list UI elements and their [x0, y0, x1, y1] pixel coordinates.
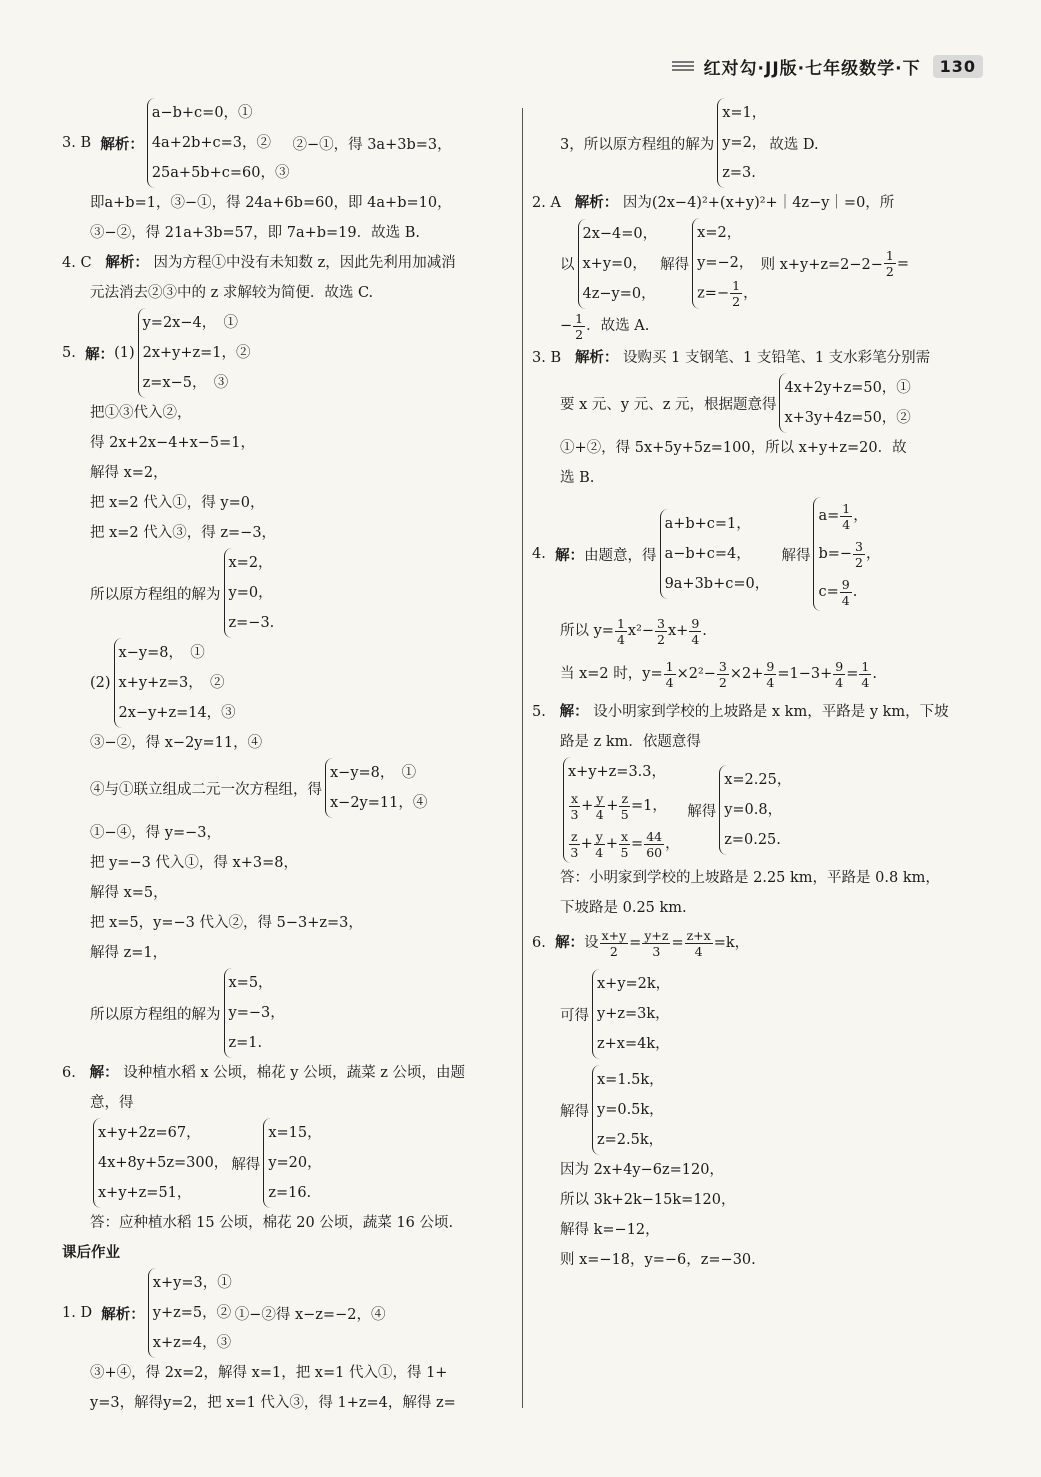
right-column: 3，所以原方程组的解为 x=1， y=2， z=3. 故选 D. 2. A 解析： 因为(2x−4)²+(x+y)²+｜4z−y｜=0，所 以 2x−4=0， x+y=0， 4z−y=0， 解得 x=2， y=−2， z=− $\frac{1}{2}$ ， 则 x+y+z=2−2− $\frac{1}{2}$ = − $\frac{1}{2}$ ．故选 A. 3. B 解析： 设购买 1 支钢笔、1 支铅笔、1 支水彩笔分别需 要 x 元、y 元、z 元，根据题意得 4x+2y+z=50，① x+3y+4z=50，② ①+②，得 5x+5y+5z=100，所以 x+y+z=20．故 选 B. 4. 解： 由题意，得 a+b+c=1， a−b+c=4， 9a+3b+c=0， 解得 a= $\frac{1}{4}$ ， b=− $\frac{3}{2}$ ， c= $\frac{9}{4}$ . 所以 y= $\frac{1}{4}$ x²− $\frac{3}{2}$ x+ $\frac{9}{4}$ . 当 x=2 时，y= $\frac{1}{4}$ ×2²− $\frac{3}{2}$ ×2+ $\frac{9}{4}$ =1−3+ $\frac{9}{4}$ = $\frac{1}{4}$ . 5. 解： 设小明家到学校的上坡路是 x km，平路是 y km，下坡 路是 z km．依题意得 x+y+z=3.3， $\frac{x}{3}$ + $\frac{y}{4}$ + $\frac{z}{5}$ =1， $\frac{z}{3}$ + $\frac{y}{4}$ + $\frac{x}{5}$ = $\frac{44}{60}$ ， 解得 x=2.25， y=0.8， z=0.25. 答：小明家到学校的上坡路是 2.25 km，平路是 0.8 km， 下坡路是 0.25 km. 6. 解： 设 $\frac{x+y}{2}$ = $\frac{y+z}{3}$ = $\frac{z+x}{4}$ =k， 可得 x+y=2k， y+z=3k， z+x=4k， 解得 x=1.5k， y=0.5k， z=2.5k， 因为 2x+4y−6z=120， 所以 3k+2k−15k=120， 解得 k=−12， 则 x=−18，y=−6，z=−30.	[532, 98, 987, 1275]
hw6-row: 6. 解： 设 $\frac{x+y}{2}$ = $\frac{y+z}{3}$ = $\frac{z+x}{4}$ =k，	[532, 927, 750, 959]
combine-row: ④与①联立组成二元一次方程组，得 x−y=8， ① x−2y=11，④	[62, 758, 517, 818]
solution-row: 所以原方程组的解为 x=5， y=−3， z=1.	[62, 968, 517, 1058]
equation-system: 2x−4=0， x+y=0， 4z−y=0，	[578, 219, 658, 309]
equation-system: x+y+z=3.3， $\frac{x}{3}$ + $\frac{y}{4}$ + $\frac{z}{5}$ =1， $\frac{z}{3}$ + $\frac{y}{4}$ + $\frac{x}{5}$ = $\frac{44}{60}$ ，	[563, 757, 680, 863]
equation-system: x+y=2k， y+z=3k， z+x=4k，	[592, 969, 670, 1059]
hw4-when: 当 x=2 时，y= $\frac{1}{4}$ ×2²− $\frac{3}{2}$ ×2+ $\frac{9}{4}$ =1−3+ $\frac{9}{4}$ = $\frac{1}{4}$ .	[560, 658, 877, 690]
header-lines-icon	[672, 61, 694, 71]
homework-heading: 课后作业	[62, 1245, 120, 1261]
solution-system: x=1， y=2， z=3.	[717, 98, 766, 188]
equation-system: a+b+c=1， a−b+c=4， 9a+3b+c=0，	[660, 509, 770, 599]
q6-system: x+y+2z=67， 4x+8y+5z=300， x+y+z=51， 解得 x=15， y=20， z=16.	[62, 1118, 517, 1208]
q6-line: 6. 解： 设种植水稻 x 公顷，棉花 y 公顷，蔬菜 z 公顷，由题	[62, 1065, 465, 1081]
equation-system: x−y=8， ① x+y+z=3， ② 2x−y+z=14，③	[114, 638, 236, 728]
hw5-line: 5. 解： 设小明家到学校的上坡路是 x km，平路是 y km，下坡	[532, 704, 949, 720]
part2-row: (2) x−y=8， ① x+y+z=3， ② 2x−y+z=14，③	[62, 638, 517, 728]
analysis-label: 解析：	[100, 136, 144, 153]
hw2-end: − $\frac{1}{2}$ ．故选 A.	[560, 310, 650, 342]
equation-system: x+y+2z=67， 4x+8y+5z=300， x+y+z=51，	[93, 1118, 228, 1208]
solution-system: x=5， y=−3， z=1.	[224, 968, 285, 1058]
hw5-system: x+y+z=3.3， $\frac{x}{3}$ + $\frac{y}{4}$ + $\frac{z}{5}$ =1， $\frac{z}{3}$ + $\frac{y}{4}$ + $\frac{x}{5}$ = $\frac{44}{60}$ ， 解得 x=2.25， y=0.8， z=0.25.	[532, 757, 987, 863]
hw1-row: 1. D 解析： x+y=3，① y+z=5，② x+z=4，③ ①−②得 x−z=−2，④	[62, 1268, 517, 1358]
solution-system: a= $\frac{1}{4}$ ， b=− $\frac{3}{2}$ ， c= $\frac{9}{4}$ .	[813, 497, 880, 611]
solution-system: x=2， y=−2， z=− $\frac{1}{2}$ ，	[692, 218, 757, 309]
hw6-get: 可得 x+y=2k， y+z=3k， z+x=4k，	[532, 969, 987, 1059]
text-line: ③−②，得 21a+3b=57，即 7a+b=19．故选 B.	[90, 225, 420, 241]
page-header	[672, 52, 983, 80]
equation-system: a−b+c=0，① 4a+2b+c=3，② 25a+5b+c=60，③	[147, 98, 290, 188]
solution-system: x=15， y=20， z=16.	[263, 1118, 321, 1208]
hw1-cont: 3，所以原方程组的解为 x=1， y=2， z=3. 故选 D.	[532, 98, 987, 188]
hw3-system: 要 x 元、y 元、z 元，根据题意得 4x+2y+z=50，① x+3y+4z=50，②	[532, 373, 987, 433]
q4-line: 4. C 解析： 因为方程①中没有未知数 z，因此先利用加减消	[62, 255, 456, 271]
q5-row: 5. 解： (1) y=2x−4， ① 2x+y+z=1，② z=x−5， ③	[62, 308, 517, 398]
hw4-so: 所以 y= $\frac{1}{4}$ x²− $\frac{3}{2}$ x+ $\frac{9}{4}$ .	[560, 615, 707, 647]
column-divider	[522, 108, 523, 1408]
q3-row: 3. B 解析： a−b+c=0，① 4a+2b+c=3，② 25a+5b+c=60，③ ②−①，得 3a+3b=3，	[62, 98, 517, 188]
hw6-solve: 解得 x=1.5k， y=0.5k， z=2.5k，	[532, 1065, 987, 1155]
equation-system: y=2x−4， ① 2x+y+z=1，② z=x−5， ③	[138, 308, 251, 398]
solution-system: x=1.5k， y=0.5k， z=2.5k，	[592, 1065, 664, 1155]
header-title: 红对勾·JJ版·七年级数学·下	[703, 58, 921, 79]
equation-system: x−y=8， ① x−2y=11，④	[325, 758, 427, 818]
hw3-line: 3. B 解析： 设购买 1 支钢笔、1 支铅笔、1 支水彩笔分别需	[532, 350, 931, 366]
text-line: 即a+b=1，③−①，得 24a+6b=60，即 4a+b=10，	[90, 195, 452, 211]
question-number: 3. B	[62, 135, 92, 151]
text-line: 元法消去②③中的 z 求解较为简便．故选 C.	[90, 285, 374, 301]
equation-system: 4x+2y+z=50，① x+3y+4z=50，②	[779, 373, 910, 433]
hw2-system: 以 2x−4=0， x+y=0， 4z−y=0， 解得 x=2， y=−2， z=− $\frac{1}{2}$ ， 则 x+y+z=2−2− $\frac{1}{2}$ =	[532, 218, 987, 309]
fraction: $\frac{1}{2}$	[575, 310, 584, 342]
solution-row: 所以原方程组的解为 x=2， y=0， z=−3.	[62, 548, 517, 638]
hw4-row: 4. 解： 由题意，得 a+b+c=1， a−b+c=4， 9a+3b+c=0， 解得 a= $\frac{1}{4}$ ， b=− $\frac{3}{2}$ ， c= $\frac{9}{4}$ .	[532, 497, 987, 611]
left-column: 3. B 解析： a−b+c=0，① 4a+2b+c=3，② 25a+5b+c=60，③ ②−①，得 3a+3b=3， 即a+b=1，③−①，得 24a+6b=60，即 4a+b=10， ③−②，得 21a+3b=57，即 7a+b=19．故选 B. 4. C 解析： 因为方程①中没有未知数 z，因此先利用加减消 元法消去②③中的 z 求解较为简便．故选 C. 5. 解： (1) y=2x−4， ① 2x+y+z=1，② z=x−5， ③ 把①③代入②， 得 2x+2x−4+x−5=1， 解得 x=2， 把 x=2 代入①，得 y=0， 把 x=2 代入③，得 z=−3， 所以原方程组的解为 x=2， y=0， z=−3. (2) x−y=8， ① x+y+z=3， ② 2x−y+z=14，③ ③−②，得 x−2y=11，④ ④与①联立组成二元一次方程组，得 x−y=8， ① x−2y=11，④ ①−④，得 y=−3， 把 y=−3 代入①，得 x+3=8， 解得 x=5， 把 x=5，y=−3 代入②，得 5−3+z=3， 解得 z=1， 所以原方程组的解为 x=5， y=−3， z=1. 6. 解： 设种植水稻 x 公顷，棉花 y 公顷，蔬菜 z 公顷，由题 意，得 x+y+2z=67， 4x+8y+5z=300， x+y+z=51， 解得 x=15， y=20， z=16. 答：应种植水稻 15 公顷，棉花 20 公顷，蔬菜 16 公顷. 课后作业 1. D 解析： x+y=3，① y+z=5，② x+z=4，③ ①−②得 x−z=−2，④ ③+④，得 2x=2，解得 x=1，把 x=1 代入①，得 1+ y=3，解得y=2，把 x=1 代入③，得 1+z=4，解得 z=	[62, 98, 517, 1418]
solution-system: x=2.25， y=0.8， z=0.25.	[719, 765, 791, 855]
equation-system: x+y=3，① y+z=5，② x+z=4，③	[148, 1268, 232, 1358]
hw2-line: 2. A 解析： 因为(2x−4)²+(x+y)²+｜4z−y｜=0，所	[532, 195, 895, 211]
fraction: $\frac{1}{2}$	[885, 248, 894, 279]
page-number: 130	[933, 55, 983, 78]
solution-system: x=2， y=0， z=−3.	[224, 548, 275, 638]
